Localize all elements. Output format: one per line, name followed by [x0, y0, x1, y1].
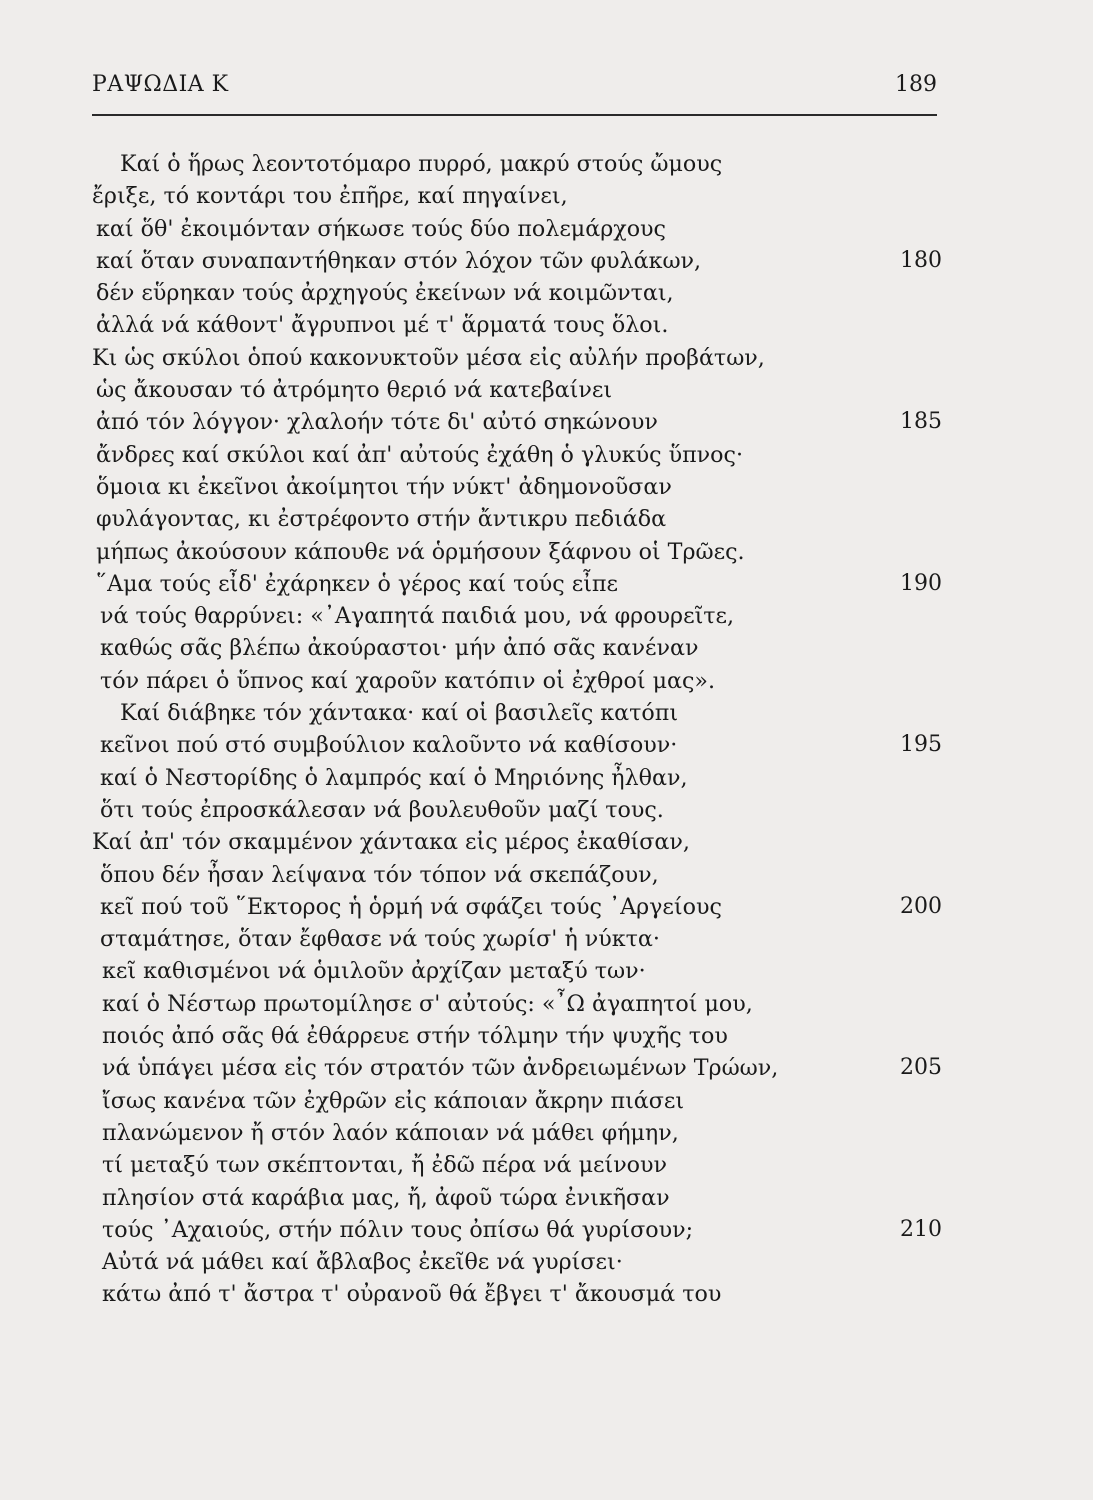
verse-line [92, 1052, 942, 1084]
verse-line-text: κεῖ καθισμένοι νά ὁμιλοῦν ἀρχίζαν μεταξύ των· [102, 958, 646, 985]
verse-line-text: ὅπου δέν ἦσαν λείψανα τόν τόπον νά σκεπάζουν, [100, 861, 659, 888]
verse-line-text: Κι ὡς σκύλοι ὁπού κακονυκτοῦν μέσα εἰς αὐλήν προβάτων, [92, 344, 765, 371]
verse-line-text: ὅτι τούς ἐπροσκάλεσαν νά βουλευθοῦν μαζί τους. [100, 796, 664, 823]
verse-line-text: καί ὁ Νέστωρ πρωτομίλησε σ' αὐτούς: «῏Ω ἀγαπητοί μου, [102, 990, 753, 1017]
verse-line-text: ἀλλά νά κάθοντ' ἄγρυπνοι μέ τ' ἅρματά τους ὅλοι. [96, 312, 669, 339]
verse-line-text: ἀπό τόν λόγγον· χλαλοήν τότε δι' αὐτό σηκώνουν [96, 409, 658, 436]
verse-line [92, 1085, 942, 1117]
verse-line-text: νά τούς θαρρύνει: «᾿Αγαπητά παιδιά μου, νά φρουρεῖτε, [100, 603, 735, 630]
line-number: 180 [900, 247, 942, 273]
verse-line-text: Αὐτά νά μάθει καί ἄβλαβος ἐκεῖθε νά γυρίσει· [102, 1249, 623, 1276]
line-number: 185 [900, 409, 942, 435]
verse-line-text: ὅμοια κι ἐκεῖνοι ἀκοίμητοι τήν νύκτ' ἀδημονοῦσαν [96, 473, 672, 500]
verse-line [92, 729, 942, 761]
verse-line [92, 697, 942, 729]
verse-line [92, 536, 942, 568]
verse-line-text: ποιός ἀπό σᾶς θά ἐθάρρευε στήν τόλμην τήν ψυχῆς του [102, 1023, 728, 1050]
verse-line [92, 891, 942, 923]
verse-line [92, 988, 942, 1020]
verse-line [92, 309, 942, 341]
verse-line-text: καθώς σᾶς βλέπω ἀκούραστοι· μήν ἀπό σᾶς κανέναν [100, 635, 699, 662]
verse-line [92, 439, 942, 471]
verse-line-text: ἄνδρες καί σκύλοι καί ἀπ' αὐτούς ἐχάθη ὁ γλυκύς ὕπνος· [96, 441, 744, 468]
verse-line-text: καί ὅταν συναπαντήθηκαν στόν λόχον τῶν φυλάκων, [96, 247, 702, 274]
verse-line-text: πλησίον στά καράβια μας, ἤ, ἀφοῦ τώρα ἐνικῆσαν [102, 1184, 670, 1211]
verse-line-text: καί ὅθ' ἐκοιμόνταν σήκωσε τούς δύο πολεμάρχους [96, 215, 666, 242]
verse-line-text: πλανώμενον ἤ στόν λαόν κάποιαν νά μάθει φήμην, [102, 1119, 679, 1146]
verse-line [92, 1278, 942, 1310]
verse-line [92, 794, 942, 826]
verse-line [92, 923, 942, 955]
verse-line-text: τούς ᾿Αχαιούς, στήν πόλιν τους ὀπίσω θά γυρίσουν; [102, 1216, 694, 1243]
line-number: 200 [900, 893, 942, 919]
verse-line [92, 245, 942, 277]
verse-line [92, 632, 942, 664]
line-number: 210 [900, 1216, 942, 1242]
verse-line [92, 859, 942, 891]
verse-text [92, 148, 942, 1311]
verse-line-text: Καί διάβηκε τόν χάντακα· καί οἱ βασιλεῖς κατόπι [120, 700, 679, 727]
header-rule [92, 114, 937, 116]
verse-line-text: κεῖνοι πού στό συμβούλιον καλοῦντο νά καθίσουν· [100, 732, 678, 759]
verse-line-text: νά ὑπάγει μέσα εἰς τόν στρατόν τῶν ἀνδρειωμένων Τρώων, [102, 1055, 779, 1082]
verse-line-text: Καί ἀπ' τόν σκαμμένον χάντακα εἰς μέρος ἐκαθίσαν, [92, 829, 690, 856]
verse-line-text: κάτω ἀπό τ' ἄστρα τ' οὐρανοῦ θά ἔβγει τ' ἄκουσμά του [102, 1281, 722, 1308]
verse-line [92, 955, 942, 987]
verse-line [92, 180, 942, 212]
verse-line [92, 1246, 942, 1278]
verse-line [92, 665, 942, 697]
chapter-title: ΡΑΨΩΔΙΑ Κ [92, 72, 229, 97]
verse-line [92, 600, 942, 632]
verse-line [92, 1214, 942, 1246]
verse-line [92, 148, 942, 180]
line-number: 195 [900, 732, 942, 758]
verse-line-text: φυλάγοντας, κι ἐστρέφοντο στήν ἄντικρυ πεδιάδα [96, 506, 667, 533]
verse-line [92, 471, 942, 503]
verse-line-text: ὡς ἄκουσαν τό ἀτρόμητο θεριό νά κατεβαίνει [96, 377, 613, 404]
verse-line-text: μήπως ἀκούσουν κάπουθε νά ὁρμήσουν ξάφνου οἱ Τρῶες. [96, 538, 745, 565]
verse-line [92, 277, 942, 309]
verse-line-text: τί μεταξύ των σκέπτονται, ἤ ἐδῶ πέρα νά μείνουν [102, 1152, 668, 1179]
verse-line [92, 1117, 942, 1149]
verse-line [92, 1182, 942, 1214]
verse-line [92, 1149, 942, 1181]
verse-line [92, 1020, 942, 1052]
verse-line-text: τόν πάρει ὁ ὕπνος καί χαροῦν κατόπιν οἱ ἐχθροί μας». [100, 667, 716, 694]
verse-line [92, 213, 942, 245]
verse-line-text: κεῖ πού τοῦ ῞Εκτορος ἡ ὁρμή νά σφάζει τούς ᾿Αργείους [100, 893, 722, 920]
verse-line-text: ἔριξε, τό κοντάρι του ἐπῆρε, καί πηγαίνει, [92, 183, 568, 210]
verse-line-text: καί ὁ Νεστορίδης ὁ λαμπρός καί ὁ Μηριόνης ἦλθαν, [100, 764, 688, 791]
verse-line-text: δέν εὕρηκαν τούς ἀρχηγούς ἐκείνων νά κοιμῶνται, [96, 280, 674, 307]
verse-line [92, 406, 942, 438]
verse-line [92, 568, 942, 600]
verse-line-text: ῞Αμα τούς εἶδ' ἐχάρηκεν ὁ γέρος καί τούς εἶπε [96, 570, 618, 597]
verse-line [92, 503, 942, 535]
verse-line-text: σταμάτησε, ὅταν ἔφθασε νά τούς χωρίσ' ἡ νύκτα· [100, 926, 660, 953]
line-number: 205 [900, 1055, 942, 1081]
verse-line [92, 342, 942, 374]
verse-line [92, 826, 942, 858]
page-number: 189 [895, 72, 937, 97]
verse-line [92, 374, 942, 406]
line-number: 190 [900, 570, 942, 596]
verse-line-text: Καί ὁ ἥρως λεοντοτόμαρο πυρρό, μακρύ στούς ὤμους [120, 151, 723, 177]
verse-line [92, 762, 942, 794]
running-header [92, 72, 937, 106]
verse-line-text: ἴσως κανένα τῶν ἐχθρῶν εἰς κάποιαν ἄκρην πιάσει [102, 1087, 685, 1114]
